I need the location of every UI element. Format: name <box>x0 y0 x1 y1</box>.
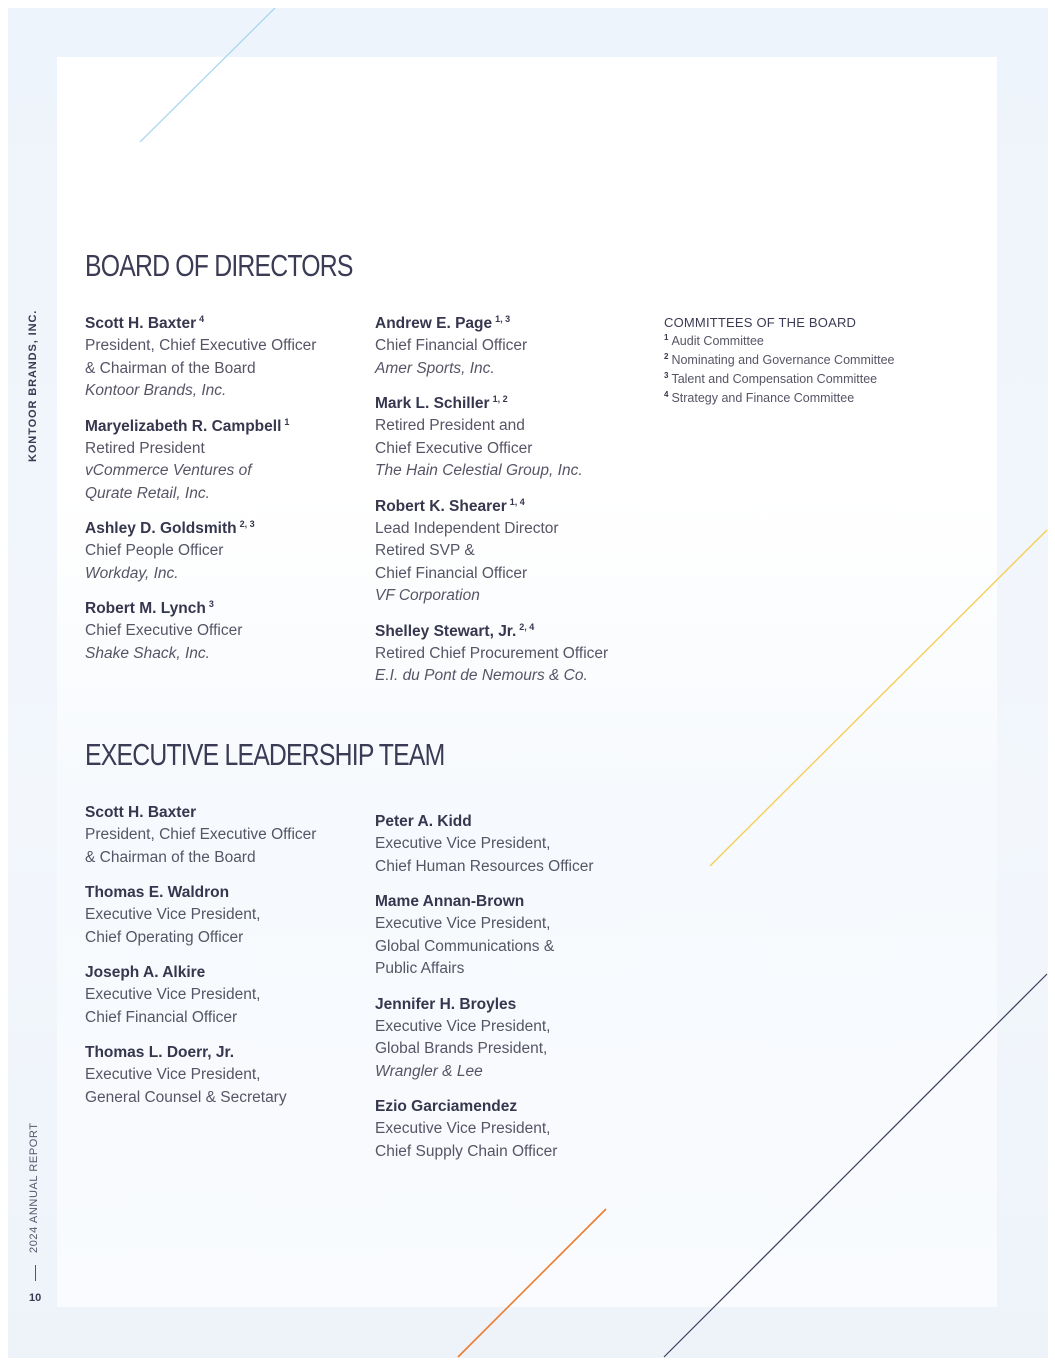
person-role: Public Affairs <box>375 960 465 977</box>
board-column-1 <box>85 313 365 678</box>
person-entry <box>375 891 675 981</box>
committee-label: Talent and Compensation Committee <box>671 372 878 386</box>
person-entry <box>85 962 365 1029</box>
committee-number: 1 <box>664 333 669 342</box>
person-name-text: Ezio Garciamendez <box>375 1098 518 1115</box>
page-number: 10 <box>29 1292 42 1304</box>
person-entry <box>375 621 675 688</box>
person-entry <box>85 802 365 869</box>
person-entry <box>375 313 675 380</box>
committee-label: Nominating and Governance Committee <box>671 353 895 367</box>
person-role: Retired Chief Procurement Officer <box>375 644 609 662</box>
executive-column-2 <box>375 811 675 1176</box>
committee-number: 4 <box>664 390 669 399</box>
person-role: Executive Vice President, <box>375 1017 551 1035</box>
committee-reference: 3 <box>208 599 214 609</box>
board-title: BOARD OF DIRECTORS <box>85 248 353 283</box>
person-organization: vCommerce Ventures of <box>85 462 252 479</box>
person-name <box>85 882 365 904</box>
person-role: Chief Supply Chain Officer <box>375 1142 558 1160</box>
person-role: General Counsel & Secretary <box>85 1088 287 1106</box>
person-entry <box>375 496 675 608</box>
person-name <box>375 393 675 415</box>
person-name <box>375 496 675 518</box>
person-role: Executive Vice President, <box>85 906 261 923</box>
committees-box <box>664 314 964 408</box>
committees-list <box>664 332 964 408</box>
person-role: Executive Vice President, <box>85 1066 261 1083</box>
executive-column-1 <box>85 802 365 1122</box>
committees-title: COMMITTEES OF THE BOARD <box>664 315 857 330</box>
person-name-text: Thomas L. Doerr, Jr. <box>85 1044 235 1061</box>
person-name-text: Maryelizabeth R. Campbell <box>85 417 282 435</box>
committee-reference: 2, 4 <box>519 621 535 632</box>
person-name-text: Scott H. Baxter <box>85 804 197 821</box>
person-role: Lead Independent Director <box>375 519 559 537</box>
person-entry <box>85 598 365 665</box>
person-role: & Chairman of the Board <box>85 359 256 377</box>
person-entry <box>375 1096 675 1163</box>
committee-label: Audit Committee <box>671 334 764 348</box>
person-organization: Amer Sports, Inc. <box>375 359 495 377</box>
person-name-text: Mark L. Schiller <box>375 395 490 412</box>
person-entry <box>375 811 675 878</box>
committee-number: 3 <box>664 371 669 380</box>
committee-label: Strategy and Finance Committee <box>671 391 855 405</box>
person-role: Chief Financial Officer <box>85 1008 238 1026</box>
committee-item <box>664 389 964 408</box>
committee-number: 2 <box>664 352 669 361</box>
person-role: Chief Operating Officer <box>85 928 244 946</box>
person-name <box>375 811 675 833</box>
committee-reference: 2, 3 <box>239 519 255 529</box>
person-organization: Kontoor Brands, Inc. <box>85 382 227 399</box>
sidebar-report-title: 2024 ANNUAL REPORT <box>28 1122 40 1253</box>
committee-item <box>664 370 964 389</box>
person-role: Retired President and <box>375 417 525 434</box>
person-organization: E.I. du Pont de Nemours & Co. <box>375 667 588 684</box>
person-name <box>85 313 365 335</box>
person-role: & Chairman of the Board <box>85 848 256 866</box>
board-column-2 <box>375 313 675 701</box>
person-role: Executive Vice President, <box>375 1120 551 1137</box>
person-name <box>85 962 365 984</box>
committee-reference: 1, 4 <box>509 496 525 507</box>
person-name <box>375 1096 675 1118</box>
person-organization: VF Corporation <box>375 587 480 604</box>
person-entry <box>85 1042 365 1109</box>
person-organization: Qurate Retail, Inc. <box>85 484 210 502</box>
person-role: President, Chief Executive Officer <box>85 337 317 354</box>
person-role: Chief Human Resources Officer <box>375 857 594 875</box>
person-name <box>85 1042 365 1064</box>
person-organization: Shake Shack, Inc. <box>85 644 210 662</box>
person-name-text: Joseph A. Alkire <box>85 964 206 981</box>
person-name <box>85 802 365 824</box>
person-name-text: Andrew E. Page <box>375 315 493 332</box>
person-entry <box>85 313 365 403</box>
person-name-text: Shelley Stewart, Jr. <box>375 622 517 640</box>
person-name <box>375 621 675 643</box>
person-role: Retired SVP & <box>375 542 475 559</box>
person-role: Executive Vice President, <box>85 986 261 1003</box>
sidebar-brand: KONTOOR BRANDS, INC. <box>27 309 39 462</box>
person-name <box>375 891 675 913</box>
person-name-text: Mame Annan-Brown <box>375 893 525 910</box>
person-name <box>85 518 365 540</box>
person-role: President, Chief Executive Officer <box>85 826 317 843</box>
person-organization: Wrangler & Lee <box>375 1062 483 1080</box>
committee-item <box>664 332 964 351</box>
person-name <box>85 598 365 620</box>
sidebar-divider <box>35 1265 36 1281</box>
person-role: Global Communications & <box>375 937 555 955</box>
person-name-text: Jennifer H. Broyles <box>375 995 517 1013</box>
committee-reference: 1, 2 <box>492 394 508 404</box>
committee-item <box>664 351 964 370</box>
person-role: Chief Financial Officer <box>375 337 528 354</box>
person-role: Retired President <box>85 439 205 457</box>
person-name-text: Robert K. Shearer <box>375 497 507 515</box>
person-role: Global Brands President, <box>375 1040 548 1057</box>
person-name <box>375 994 675 1016</box>
person-role: Executive Vice President, <box>375 835 551 852</box>
person-organization: Workday, Inc. <box>85 564 179 582</box>
person-name-text: Peter A. Kidd <box>375 813 472 830</box>
person-name <box>375 313 675 335</box>
committee-reference: 4 <box>199 314 205 324</box>
committee-reference: 1 <box>284 416 290 427</box>
person-organization: The Hain Celestial Group, Inc. <box>375 462 583 479</box>
person-name <box>85 416 365 438</box>
executive-title: EXECUTIVE LEADERSHIP TEAM <box>85 737 445 772</box>
person-name-text: Thomas E. Waldron <box>85 884 230 901</box>
person-role: Executive Vice President, <box>375 915 551 932</box>
person-role: Chief People Officer <box>85 542 224 559</box>
person-name-text: Scott H. Baxter <box>85 315 197 332</box>
person-role: Chief Executive Officer <box>85 622 243 639</box>
person-name-text: Robert M. Lynch <box>85 600 206 617</box>
person-entry <box>85 518 365 585</box>
person-entry <box>85 416 365 506</box>
person-name-text: Ashley D. Goldsmith <box>85 520 237 537</box>
person-role: Chief Financial Officer <box>375 564 528 582</box>
person-entry <box>85 882 365 949</box>
person-entry <box>375 393 675 483</box>
committee-reference: 1, 3 <box>495 314 511 324</box>
person-role: Chief Executive Officer <box>375 439 533 457</box>
person-entry <box>375 994 675 1084</box>
